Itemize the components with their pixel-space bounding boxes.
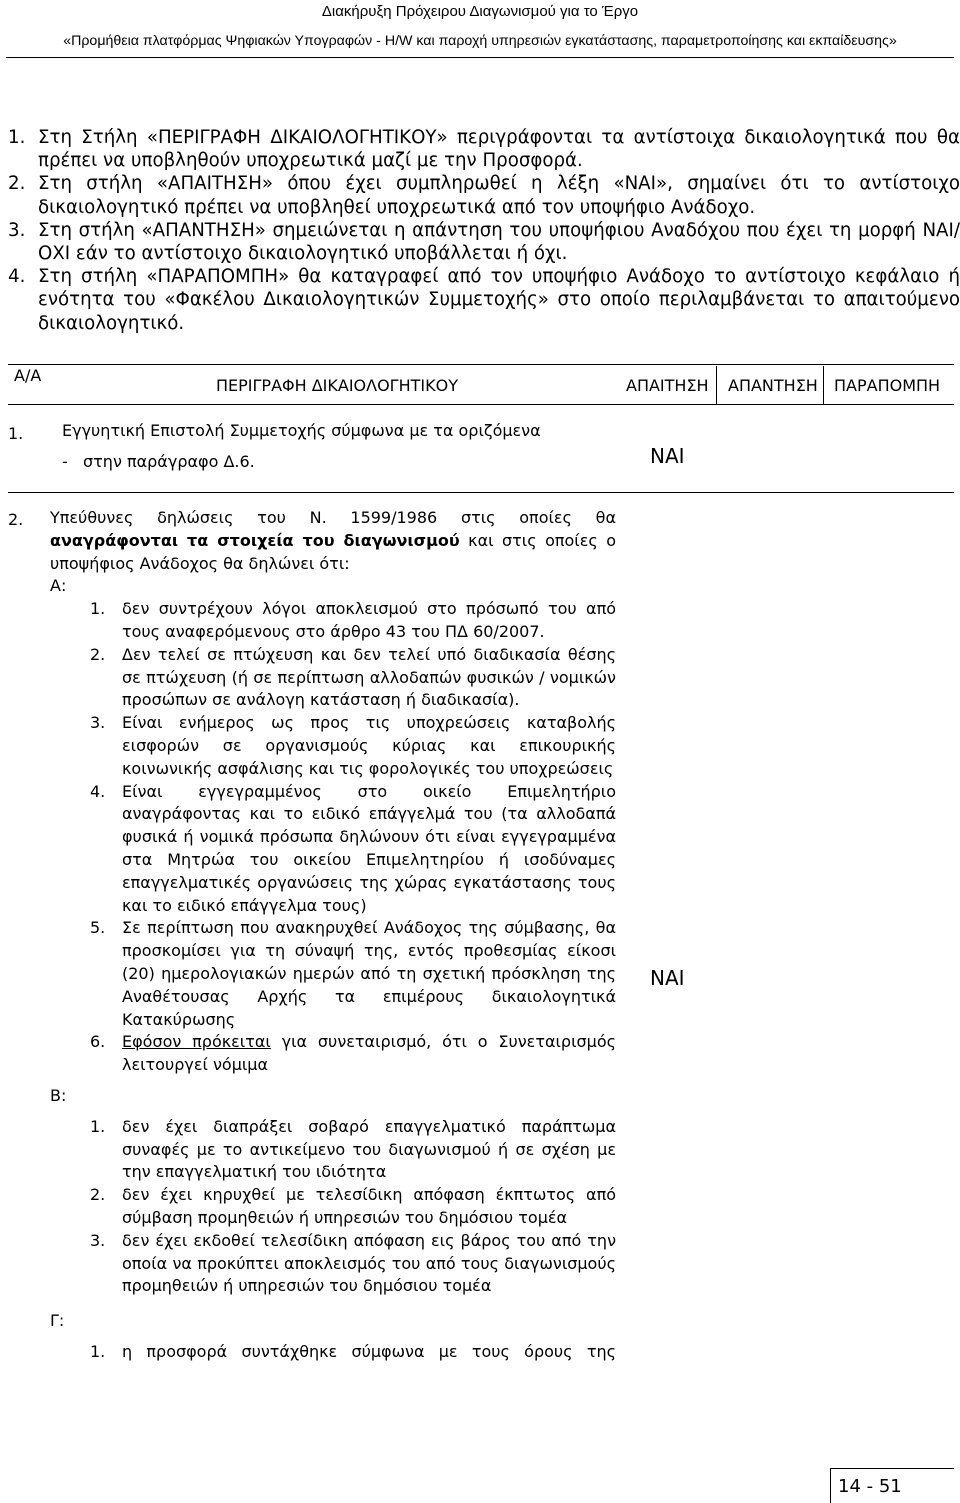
row-intro-text: και στις οποίες ο υποψήφιος Ανάδοχος θα δηλώνει ότι:: [50, 530, 616, 573]
row-divider: [8, 492, 954, 493]
row-intro-continued: [50, 530, 616, 576]
header-description: ΠΕΡΙΓΡΑΦΗ ΔΙΚΑΙΟΛΟΓΗΤΙΚΟΥ: [216, 376, 458, 395]
row-number: 2.: [8, 510, 24, 529]
list-item-underlined: Εφόσον πρόκειται: [122, 1032, 271, 1052]
header-requirement: ΑΠΑΙΤΗΣΗ: [626, 376, 709, 395]
list-item-number: 3.: [90, 1230, 106, 1250]
row-intro-bold: αναγράφονται τα στοιχεία του διαγωνισμού: [50, 530, 460, 550]
list-item-text: Δεν τελεί σε πτώχευση και δεν τελεί υπό διαδικασία θέσης σε πτώχευση (ή σε περίπτωση αλλοδαπών φυσικών / νομικών προσώπων σε ανάλογη κατάσταση ή διαδικασία).: [122, 644, 616, 710]
group-label-b: Β:: [50, 1085, 67, 1105]
instruction-item: [8, 265, 960, 335]
group-label-a: Α:: [50, 576, 67, 596]
instruction-number: 2.: [8, 173, 26, 195]
list-item: [50, 1230, 616, 1298]
list-item-text: για συνεταιρισμό, ότι ο Συνεταιρισμός λειτουργεί νόμιμα: [122, 1032, 616, 1075]
list-item-number: 2.: [90, 644, 106, 664]
footer-border-left: [830, 1468, 831, 1503]
instruction-text: Στη Στήλη «ΠΕΡΙΓΡΑΦΗ ΔΙΚΑΙΟΛΟΓΗΤΙΚΟΥ» περιγράφονται τα αντίστοιχα δικαιολογητικά που θα πρέπει να υποβληθούν υποχρεωτικά μαζί με την Προσφορά.: [38, 127, 960, 172]
header-divider-1: [716, 366, 717, 404]
row-description-line: Εγγυητική Επιστολή Συμμετοχής σύμφωνα με τα οριζόμενα: [62, 421, 541, 440]
list-item-number: 6.: [90, 1032, 106, 1052]
requirement-value: ΝΑΙ: [650, 444, 685, 468]
header-divider-2: [823, 366, 824, 404]
footer-border: [830, 1468, 954, 1469]
row-number: 1.: [8, 424, 24, 443]
instruction-text: Στη στήλη «ΑΠΑΙΤΗΣΗ» όπου έχει συμπληρωθεί η λέξη «ΝΑΙ», σημαίνει ότι το αντίστοιχο δικαιολογητικό πρέπει να υποβληθεί υποχρεωτικά από τον υποψήφιο Ανάδοχο.: [38, 173, 960, 218]
list-item: [50, 1116, 616, 1184]
instruction-item: [8, 126, 960, 172]
list-item: [50, 712, 616, 780]
instruction-text: Στη στήλη «ΠΑΡΑΠΟΜΠΗ» θα καταγραφεί από τον υποψήφιο Ανάδοχο το αντίστοιχο κεφάλαιο ή ενότητα του «Φακέλου Δικαιολογητικών Συμμετοχής» στο οποίο περιλαμβάνεται το απαιτούμενο δικαιολογητικό.: [38, 266, 960, 334]
list-item-number: 4.: [90, 781, 106, 801]
list-item: [50, 644, 616, 712]
group-label-c: Γ:: [50, 1311, 65, 1331]
instruction-number: 1.: [8, 127, 26, 148]
requirement-value: ΝΑΙ: [650, 966, 685, 990]
instruction-item: [8, 172, 960, 218]
row-description-subline: - στην παράγραφο Δ.6.: [62, 451, 255, 471]
table-header-border: [8, 404, 954, 405]
row-description: [62, 420, 622, 474]
instruction-number: 4.: [8, 266, 26, 288]
list-item-text: δεν έχει διαπράξει σοβαρό επαγγελματικό παράπτωμα συναφές με το αντικείμενο του διαγωνισμού ή σε σχέση με την επαγγελματική του ιδιότητα: [122, 1116, 616, 1182]
list-item: [50, 1184, 616, 1230]
list-item: [50, 598, 616, 644]
list-item-number: 3.: [90, 713, 106, 733]
document-title: Διακήρυξη Πρόχειρου Διαγωνισμού για το Έργο: [321, 3, 639, 20]
instructions-list: [8, 126, 960, 335]
list-item-text: δεν έχει εκδοθεί τελεσίδικη απόφαση εις βάρος του από την οποία να προκύπτει αποκλεισμός του από τους διαγωνισμούς προμηθειών ή υπηρεσιών του δημόσιου τομέα: [122, 1230, 616, 1296]
row-description: [50, 507, 616, 1364]
list-item-text: Σε περίπτωση που ανακηρυχθεί Ανάδοχος της σύμβασης, θα προσκομίσει για τη σύναψή της, εντός προθεσμίας είκοσι (20) ημερολογιακών ημερών από τη σχετική πρόσκληση της Αναθέτουσας Αρχής τα επιμέρους δικαιολογητικά Κατακύρωσης: [122, 918, 616, 1029]
list-item-text: Είναι εγγεγραμμένος στο οικείο Επιμελητήριο αναγράφοντας και το ειδικό επάγγελμά του (τα αλλοδαπά φυσικά ή νομικά πρόσωπα δηλώνουν ότι είναι εγγεγραμμένα στα Μητρώα του οικείου Επιμελητηρίου ή ισοδύναμες επαγγελματικές οργανώσεις της χώρας εγκατάστασης τους και το ειδικό επάγγελμα τους): [122, 781, 616, 915]
list-item-text: η προσφορά συντάχθηκε σύμφωνα με τους όρους της: [122, 1341, 616, 1361]
header-reference: ΠΑΡΑΠΟΜΠΗ: [834, 376, 941, 395]
instruction-text: Στη στήλη «ΑΠΑΝΤΗΣΗ» σημειώνεται η απάντηση του υποψήφιου Αναδόχου που έχει τη μορφή ΝΑΙ/ΟΧΙ εάν το αντίστοιχο δικαιολογητικό υποβάλλεται ή όχι.: [38, 219, 960, 265]
document-subtitle: «Προμήθεια πλατφόρμας Ψηφιακών Υπογραφών - H/W και παροχή υπηρεσιών εγκατάστασης, παραμετροποίησης και εκπαίδευσης»: [63, 33, 897, 49]
list-item-number: 1.: [90, 599, 106, 619]
list-item-number: 5.: [90, 918, 106, 938]
list-item-text: δεν έχει κηρυχθεί με τελεσίδικη απόφαση έκπτωτος από σύμβαση προμηθειών ή υπηρεσιών του δημόσιου τομέα: [122, 1185, 616, 1227]
list-item-number: 1.: [90, 1116, 106, 1136]
list-item-number: 2.: [90, 1185, 106, 1205]
list-item: [50, 1031, 616, 1077]
list-item-text: Είναι ενήμερος ως προς τις υποχρεώσεις καταβολής εισφορών σε οργανισμούς κύριας και επικουρικής κοινωνικής ασφάλισης και τις φορολογικές του υποχρεώσεις: [122, 713, 616, 778]
list-item: [50, 781, 616, 918]
header-divider: [6, 57, 954, 58]
page-number: 14 - 51: [838, 1476, 902, 1497]
list-item-text: δεν συντρέχουν λόγοι αποκλεισμού στο πρόσωπό του από τους αναφερόμενους στο άρθρο 43 του ΠΔ 60/2007.: [122, 599, 616, 641]
header-answer: ΑΠΑΝΤΗΣΗ: [728, 376, 818, 395]
instruction-item: [8, 219, 960, 265]
list-item: [50, 917, 616, 1031]
header-aa: Α/Α: [14, 366, 42, 385]
table-header: [8, 364, 954, 404]
instruction-number: 3.: [8, 219, 26, 241]
list-item: [50, 1341, 616, 1364]
row-intro-line: Υπεύθυνες δηλώσεις του Ν. 1599/1986 στις οποίες θα: [50, 508, 616, 527]
list-item-number: 1.: [90, 1341, 106, 1361]
